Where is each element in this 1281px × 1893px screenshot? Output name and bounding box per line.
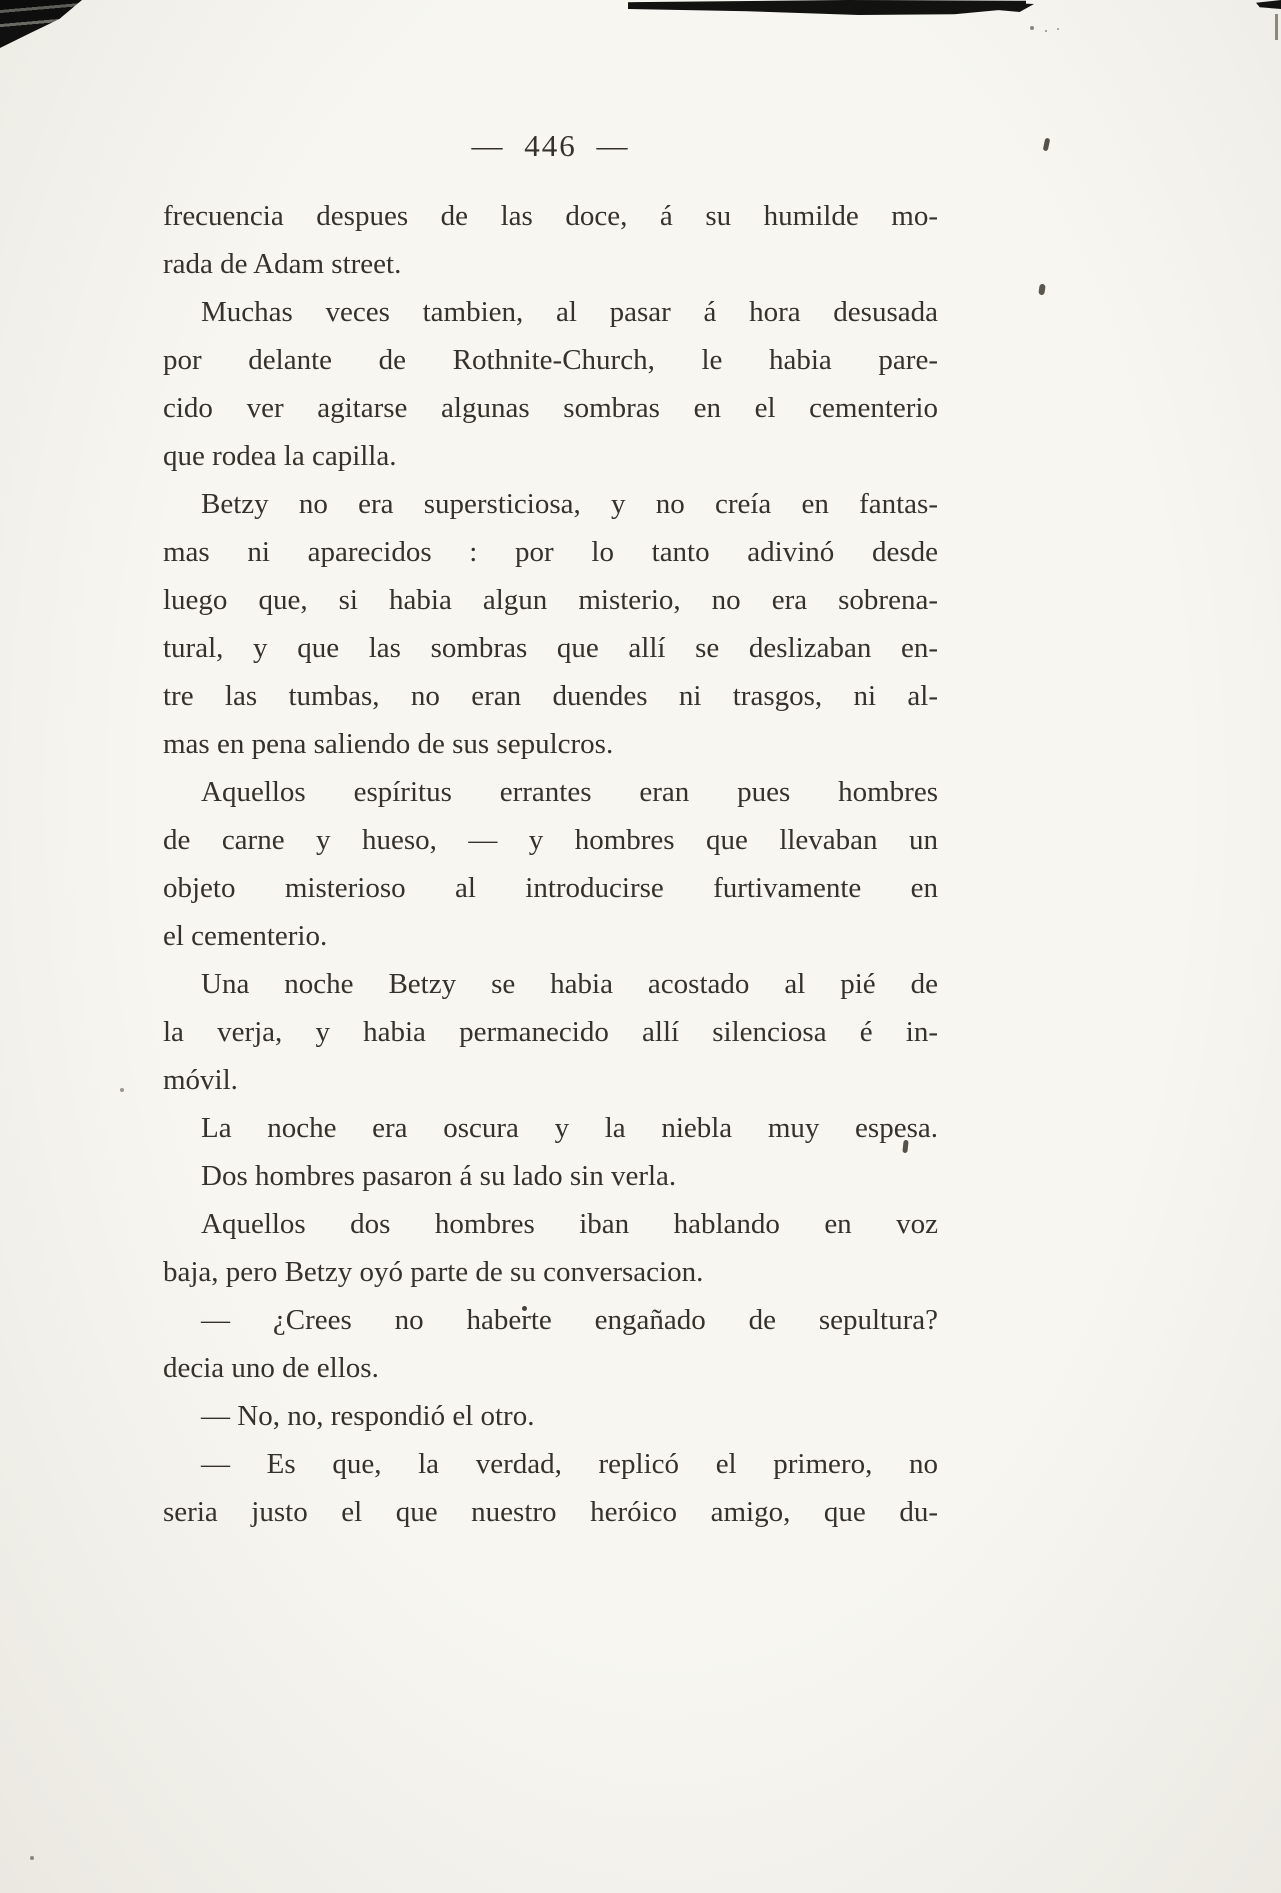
scan-artifact-top-right-corner <box>1256 0 1281 9</box>
text-line: el cementerio. <box>163 920 328 952</box>
text-line: Muchas veces tambien, al pasar á hora desusada <box>201 296 938 328</box>
text-line: por delante de Rothnite-Church, le habia pare- <box>163 344 938 376</box>
page-number: — 446 — <box>471 128 630 163</box>
text-line: mas en pena saliendo de sus sepulcros. <box>163 728 614 760</box>
text-line: Betzy no era supersticiosa, y no creía en fantas- <box>201 488 938 520</box>
text-line: luego que, si habia algun misterio, no era sobrena- <box>163 584 938 616</box>
text-line: Una noche Betzy se habia acostado al pié de <box>201 968 938 1000</box>
text-line: La noche era oscura y la niebla muy espesa. <box>201 1112 938 1144</box>
text-line: objeto misterioso al introducirse furtivamente en <box>163 872 938 904</box>
scan-artifact-right-edge <box>1275 14 1278 40</box>
scan-speck <box>30 1856 34 1860</box>
text-line: rada de Adam street. <box>163 248 402 280</box>
text-line: que rodea la capilla. <box>163 440 397 472</box>
text-line: — ¿Crees no haberte engañado de sepultura? <box>201 1304 938 1336</box>
text-line: la verja, y habia permanecido allí silenciosa é in- <box>163 1016 938 1048</box>
text-line: seria justo el que nuestro heróico amigo, que du- <box>163 1496 938 1528</box>
scan-artifact-top-bar <box>628 0 1026 15</box>
text-line: de carne y hueso, — y hombres que llevaban un <box>163 824 938 856</box>
text-line: mas ni aparecidos : por lo tanto adivinó desde <box>163 536 938 568</box>
text-line: — No, no, respondió el otro. <box>201 1400 535 1432</box>
text-line: móvil. <box>163 1064 238 1096</box>
scan-speck <box>120 1088 124 1092</box>
scan-speck <box>1030 26 1034 30</box>
text-line: Dos hombres pasaron á su lado sin verla. <box>201 1160 677 1192</box>
text-line: — Es que, la verdad, replicó el primero, no <box>201 1448 938 1480</box>
scan-speck <box>1043 138 1051 152</box>
text-line: decia uno de ellos. <box>163 1352 379 1384</box>
scan-artifact-top-left-corner <box>0 0 82 48</box>
text-line: tre las tumbas, no eran duendes ni trasgos, ni al- <box>163 680 938 712</box>
text-line: cido ver agitarse algunas sombras en el cementerio <box>163 392 938 424</box>
scan-speck <box>1038 284 1045 296</box>
text-line: Aquellos espíritus errantes eran pues hombres <box>201 776 938 808</box>
text-line: frecuencia despues de las doce, á su humilde mo- <box>163 200 938 232</box>
text-line: tural, y que las sombras que allí se deslizaban en- <box>163 632 938 664</box>
text-line: baja, pero Betzy oyó parte de su conversacion. <box>163 1256 704 1288</box>
text-line: Aquellos dos hombres iban hablando en voz <box>201 1208 938 1240</box>
page-text <box>163 192 938 1536</box>
